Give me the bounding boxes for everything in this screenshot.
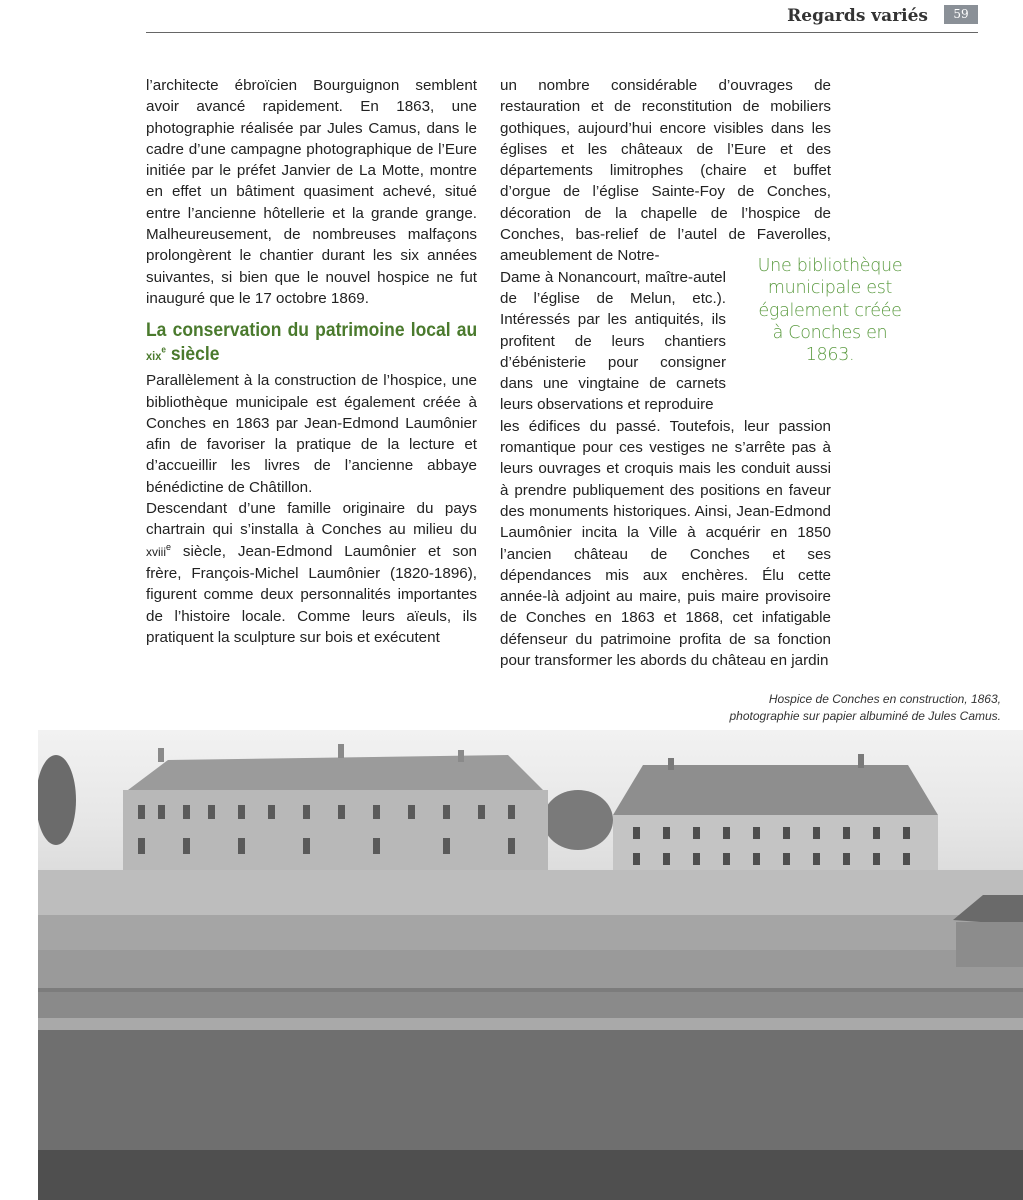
- paragraph-text-end: siècle, Jean-Edmond Laumônier et son frère, François-Michel Laumônier (1820-1896), figurent comme deux personnalités importantes de l’histoire locale. Comme leurs aïeuls, ils pratiquent la sculpture sur bois et exécutent: [146, 542, 477, 646]
- paragraph: [146, 498, 477, 648]
- heading-text-end: siècle: [165, 344, 220, 366]
- caption-line: Hospice de Conches en construction, 1863,: [768, 692, 1001, 706]
- caption-line: photographie sur papier albuminé de Jules Camus.: [729, 709, 1001, 723]
- paragraph-text: Descendant d’une famille originaire du pays chartrain qui s’installa à Conches au milieu du: [146, 500, 477, 539]
- section-heading: [146, 319, 477, 368]
- paragraph-wrapped: Dame à Nonancourt, maître-autel de l’église de Melun, etc.). Intéressés par les antiquités, ils profitent de leurs chantiers d’ébénisterie pour consigner dans une vingtaine de carnets leurs observations et reproduire: [500, 268, 726, 414]
- text-column-right: [500, 75, 831, 671]
- photograph-image: [38, 730, 1023, 1200]
- paragraph: un nombre considérable d’ouvrages de restauration et de reconstitution de mobiliers gothiques, aujourd’hui encore visibles dans les églises et les châteaux de l’Eure et des départements limitrophes (chaire et buffet d’orgue de l’église Sainte-Foy de Conches, décoration de la chapelle de l’hospice de Conches, bas-relief de l’autel de Faverolles, ameublement de Notre-: [500, 77, 831, 265]
- running-header-title: Regards variés: [787, 6, 928, 26]
- paragraph: Parallèlement à la construction de l’hospice, une bibliothèque municipale est également créée à Conches en 1863 par Jean-Edmond Laumônier afin de favoriser la pratique de la lecture et d’accueillir les livres de l’ancienne abbaye bénédictine de Châtillon.: [146, 372, 477, 496]
- superscript: e: [166, 541, 172, 552]
- text-column-left: [146, 75, 477, 648]
- heading-century: xix: [146, 349, 162, 364]
- header-divider: [146, 32, 978, 33]
- page-number: 59: [944, 5, 978, 24]
- paragraph: l’architecte ébroïcien Bourguignon semblent avoir avancé rapidement. En 1863, une photographie réalisée par Jules Camus, dans le cadre d’une campagne photographique de l’Eure initiée par le préfet Janvier de La Motte, montre en effet un bâtiment quasiment achevé, situé entre l’ancienne hôtellerie et la grande grange. Malheureusement, de nombreuses malfaçons prolongèrent le chantier durant les six années suivantes, si bien que le nouvel hospice ne fut inauguré que le 17 octobre 1869.: [146, 77, 477, 307]
- photo-caption: [730, 691, 1002, 725]
- historic-photograph: [38, 730, 1023, 1200]
- heading-superscript: e: [161, 344, 166, 355]
- paragraph: les édifices du passé. Toutefois, leur passion romantique pour ces vestiges ne s’arrête pas à leurs ouvrages et croquis mais les conduit aussi à prendre publiquement des positions en faveur des monuments historiques. Ainsi, Jean-Edmond Laumônier incita la Ville à acquérir en 1850 l’ancien château de Conches et ses dépendances mis aux enchères. Élu cette année-là adjoint au maire, puis maire provisoire de Conches en 1863 et 1868, cet infatigable défenseur du patrimoine profita de sa fonction pour transformer les abords du château en jardin: [500, 417, 831, 670]
- century-numeral: xviii: [146, 544, 166, 559]
- heading-text: La conservation du patrimoine local au: [146, 320, 478, 342]
- pull-quote: Une bibliothèque municipale est également créée à Conches en 1863.: [757, 256, 903, 366]
